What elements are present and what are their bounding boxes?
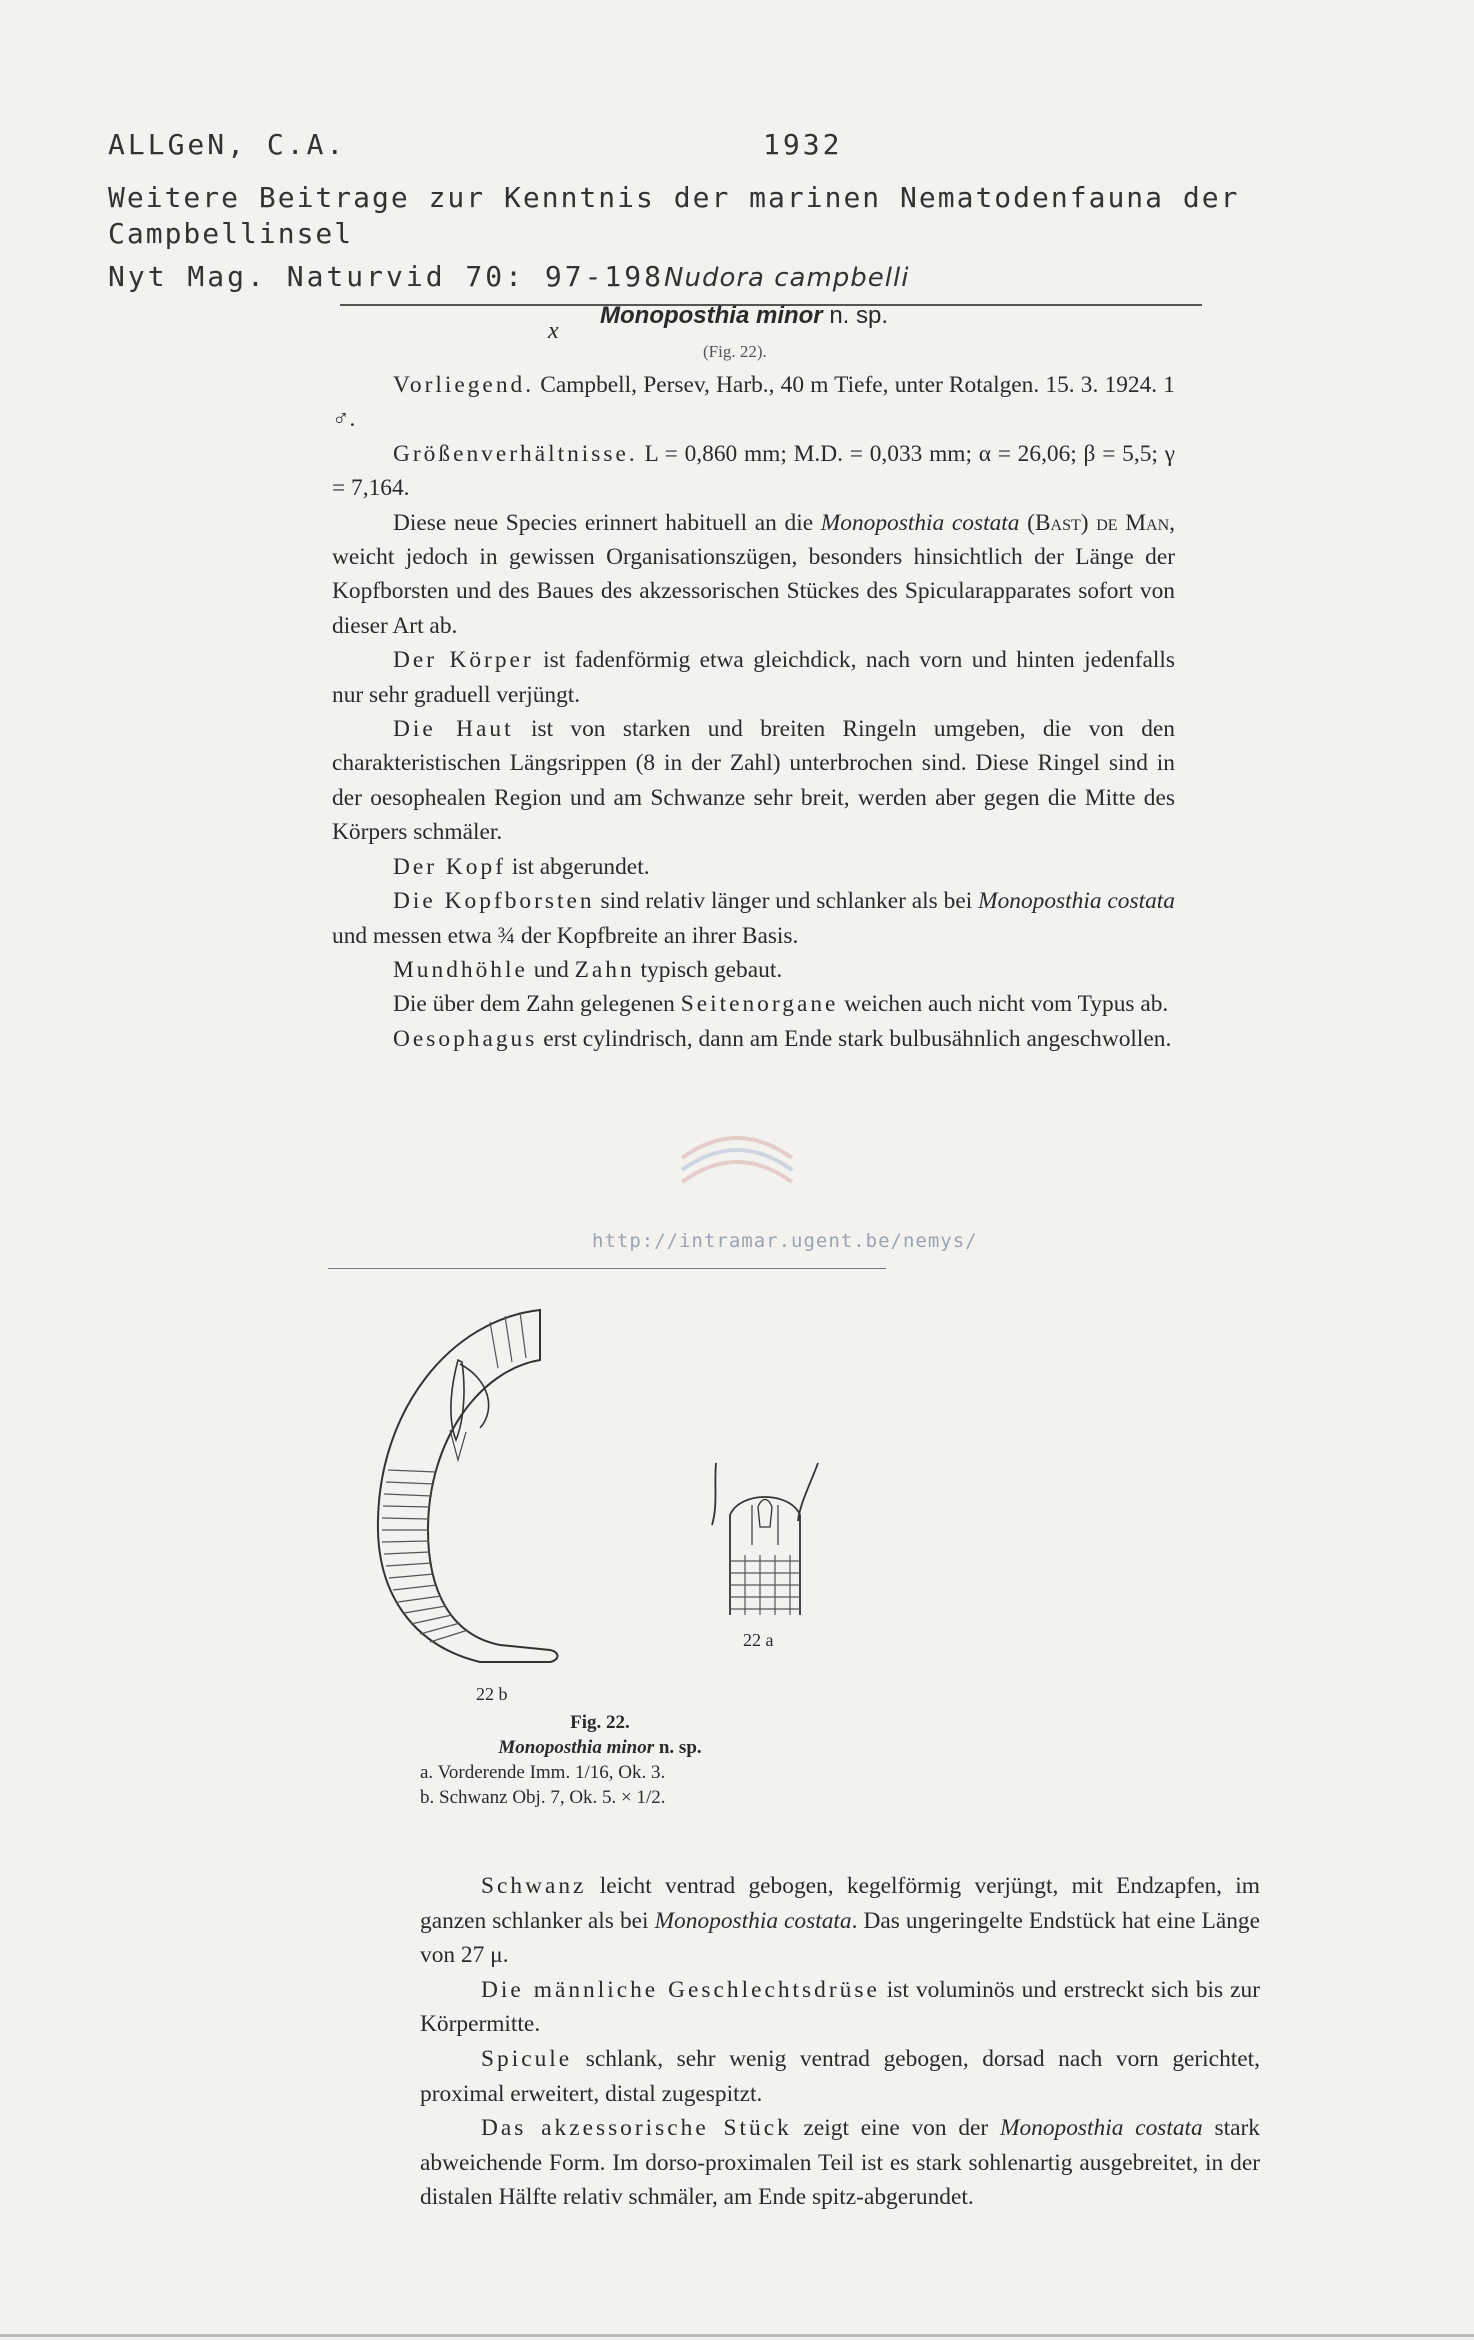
species-title [600,302,888,330]
watermark-url: http://intramar.ugent.be/nemys/ [592,1230,978,1252]
caption-b: b. Schwanz Obj. 7, Ok. 5. × 1/2. [420,1787,666,1808]
reference-title-line2: Campbellinsel [108,217,354,250]
species-name: Monoposthia minor [600,302,823,329]
paragraph-spicule: Spicule schlank, sehr wenig ventrad gebogen, dorsad nach vorn gerichtet, proximal erweitert, distal zugespitzt. [420,2045,1260,2107]
paragraph-head: Der Kopf ist abgerundet. [393,853,650,880]
paragraph-comparison: Diese neue Species erinnert habituell an die Monoposthia costata (Bast) de Man, weicht jedoch in gewissen Organisationszügen, besonders hinsichtlich der Länge der Kopfborsten und des Baues des akzessorischen Stückes des Spicularapparates sofort von dieser Art ab. [332,509,1175,639]
caption-species: Monoposthia minor n. sp. [498,1737,702,1758]
body-text-upper [332,368,1175,1056]
reference-author-line [108,128,843,161]
figure-caption [420,1710,780,1810]
caption-title: Fig. 22. [570,1712,630,1733]
reference-journal: Nyt Mag. Naturvid 70: 97-198 [108,260,665,293]
paragraph-accessory-piece: Das akzessorische Stück zeigt eine von der Monoposthia costata stark abweichende Form. Im dorso-proximalen Teil ist es stark sohlenartig ausgebreitet, in der distalen Hälfte relativ schmäler, am Ende spitz-abgerundet. [420,2115,1260,2211]
check-mark: x [548,318,559,344]
figure-label-22a: 22 a [743,1630,774,1650]
caption-a: a. Vorderende Imm. 1/16, Ok. 3. [420,1762,666,1783]
paragraph-gonad: Die männliche Geschlechtsdrüse ist voluminös und erstreckt sich bis zur Körpermitte. [420,1976,1260,2038]
reference-title-line1: Weitere Beitrage zur Kenntnis der marinen Nematodenfauna der [108,181,1240,214]
reference-journal-line [108,260,909,293]
paragraph-head-bristles: Die Kopfborsten sind relativ länger und schlanker als bei Monoposthia costata und messen etwa ¾ der Kopfbreite an ihrer Basis. [332,888,1175,949]
paragraph-tail: Schwanz leicht ventrad gebogen, kegelförmig verjüngt, mit Endzapfen, im ganzen schlanker als bei Monoposthia costata. Das ungeringelte Endstück hat eine Länge von 27 μ. [420,1873,1260,1969]
scan-edge [0,2334,1474,2337]
paragraph-lateral-organs: Die über dem Zahn gelegenen Seitenorgane weichen auch nicht vom Typus ab. [393,991,1169,1018]
paragraph-locality: Vorliegend. Campbell, Persev, Harb., 40 m Tiefe, unter Rotalgen. 15. 3. 1924. 1 ♂. [332,372,1175,433]
reference-author: ALLGeN, C.A. [108,128,347,161]
species-suffix: n. sp. [829,302,889,329]
paragraph-measurements: Größenverhältnisse. L = 0,860 mm; M.D. = 0,033 mm; α = 26,06; β = 5,5; γ = 7,164. [332,440,1175,502]
figure-22a-head-drawing [700,1455,830,1625]
figure-rule [328,1268,886,1269]
paragraph-oesophagus: Oesophagus erst cylindrisch, dann am Ende stark bulbusähnlich angeschwollen. [393,1025,1172,1052]
handwritten-note: Nudora campbelli [664,263,910,293]
body-text-lower [420,1869,1260,2215]
paragraph-mouth: Mundhöhle und Zahn typisch gebaut. [393,956,783,983]
paragraph-body: Der Körper ist fadenförmig etwa gleichdick, nach vorn und hinten jedenfalls nur sehr graduell verjüngt. [332,647,1176,708]
paragraph-skin: Die Haut ist von starken und breiten Ringeln umgeben, die von den charakteristischen Längsrippen (8 in der Zahl) unterbrochen sind. Diese Ringel sind in der oesophealen Region und am Schwanze sehr breit, werden aber gegen die Mitte des Körpers schmäler. [332,716,1176,846]
watermark-logo [672,1108,802,1208]
figure-22b-tail-drawing [340,1300,580,1680]
reference-title [108,180,1408,252]
reference-year: 1932 [763,128,843,161]
figure-reference: (Fig. 22). [703,342,767,361]
figure-label-22b: 22 b [476,1684,508,1704]
